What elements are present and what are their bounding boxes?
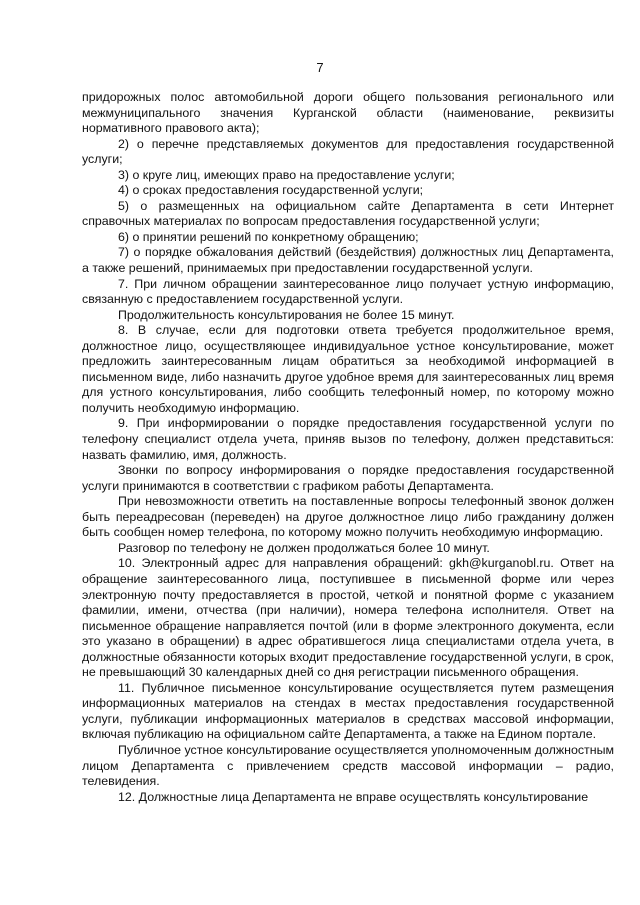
paragraph-17: Публичное устное консультирование осуществляется уполномоченным должностным лицом Департамента с привлечением средств массовой информации – радио, телевидения. <box>82 742 614 789</box>
paragraph-6: 6) о принятии решений по конкретному обращению; <box>118 229 419 244</box>
paragraph-3: 3) о круге лиц, имеющих право на предоставление услуги; <box>118 167 455 182</box>
paragraph-1: придорожных полос автомобильной дороги общего пользования регионального или межмуниципального значения Курганской области (наименование, реквизиты нормативного правового акта); <box>82 90 614 136</box>
paragraph-12: Звонки по вопросу информирования о порядке предоставления государственной услуги принимаются в соответствии с графиком работы Департамента. <box>82 463 614 493</box>
paragraph-11: 9. При информировании о порядке предоставления государственной услуги по телефону специалист отдела учета, приняв вызов по телефону, должен представиться: назвать фамилию, имя, должность. <box>82 416 614 462</box>
paragraph-10: 8. В случае, если для подготовки ответа требуется продолжительное время, должностное лицо, осуществляющее индивидуальное устное консультирование, может предложить заинтересованным лицам обратиться за необходимой информацией в письменном виде, либо назначить другое удобное время для заинтересованных лиц время для устного консультирования, либо сообщить телефонный номер, по которому можно получить необходимую информацию. <box>82 323 614 415</box>
paragraph-5: 5) о размещенных на официальном сайте Департамента в сети Интернет справочных материалах по вопросам предоставления государственной услуги; <box>82 198 614 229</box>
paragraph-15: 10. Электронный адрес для направления обращений: gkh@kurganobl.ru. Ответ на обращение заинтересованного лица, поступившее в письменной форме или через электронную почту предоставляется в простой, четкой и понятной форме с указанием фамилии, имени, отчества (при наличии), номера телефона исполнителя. Ответ на письменное обращение направляется почтой (или в форме электронного документа, если это указано в обращении) в адрес обратившегося лица специалистами отдела учета, в должностные обязанности которых входит предоставление государственной услуги, в срок, не превышающий 30 календарных дней со дня регистрации письменного обращения. <box>82 556 614 680</box>
paragraph-9: Продолжительность консультирования не более 15 минут. <box>118 307 455 322</box>
paragraph-18: 12. Должностные лица Департамента не вправе осуществлять консультирование <box>118 789 589 804</box>
paragraph-4: 4) о сроках предоставления государственной услуги; <box>118 183 424 198</box>
document-body <box>82 90 614 805</box>
page-number: 7 <box>316 60 324 75</box>
paragraph-7: 7) о порядке обжалования действий (бездействия) должностных лиц Департамента, а также решений, принимаемых при предоставлении государственной услуги. <box>82 245 614 276</box>
paragraph-8: 7. При личном обращении заинтересованное лицо получает устную информацию, связанную с предоставлением государственной услуги. <box>82 276 614 307</box>
paragraph-2: 2) о перечне представляемых документов для предоставления государственной услуги; <box>82 136 614 167</box>
paragraph-16: 11. Публичное письменное консультирование осуществляется путем размещения информационных материалов на стендах в местах предоставления государственной услуги, публикации информационных материалов в средствах массовой информации, включая публикацию на официальном сайте Департамента, а также на Едином портале. <box>82 680 614 742</box>
paragraph-14: Разговор по телефону не должен продолжаться более 10 минут. <box>118 540 490 555</box>
paragraph-13: При невозможности ответить на поставленные вопросы телефонный звонок должен быть переадресован (переведен) на другое должностное лицо либо гражданину должен быть сообщен номер телефона, по которому можно получить необходимую информацию. <box>82 494 614 540</box>
